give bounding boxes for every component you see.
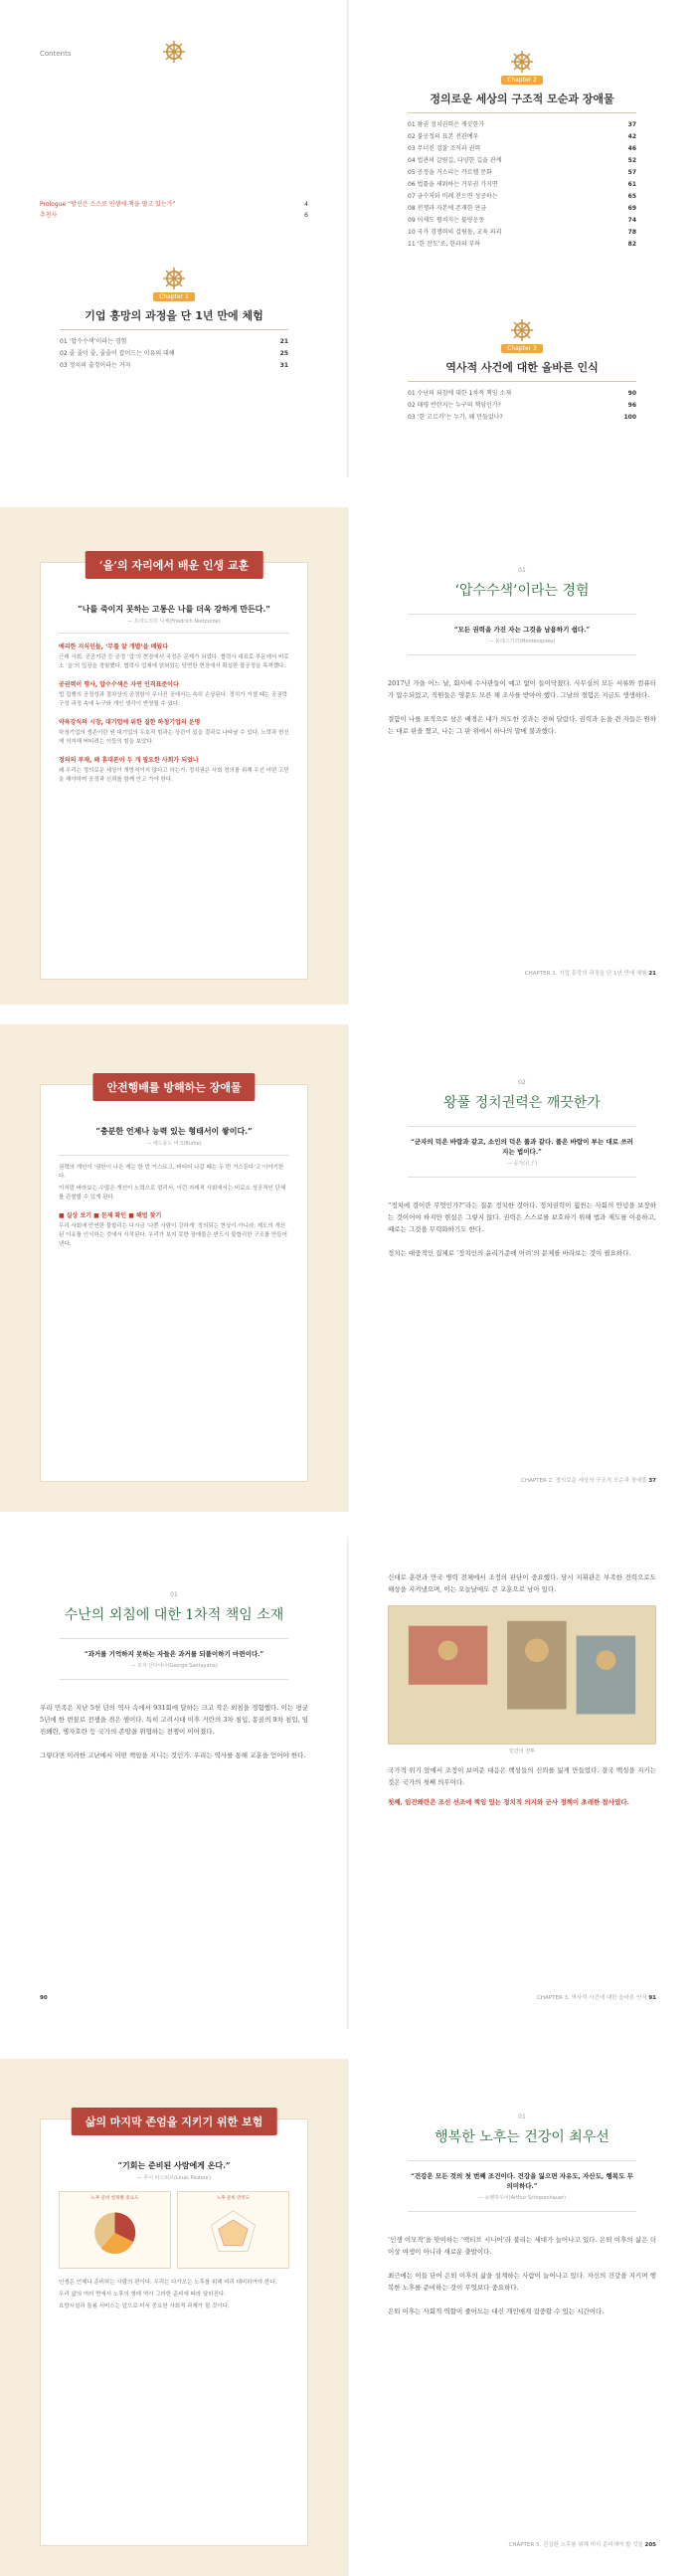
article-quote: “군자의 덕은 바람과 같고, 소인의 덕은 풀과 같다. 풀은 바람이 부는 대로 쓰러지는 법이다.”: [411, 1138, 633, 1156]
intro-text: 요양시설과 돌봄 서비스는 앞으로 더욱 중요한 사회적 과제가 될 것이다.: [59, 2303, 230, 2309]
section-text: 우리 사회에 만연한 불합리는 다시금 ‘나쁜 사람이 강하게’ 정의되는 현상이 아니라, 제도의 개선된 이유를 인식하는 것에서 시작된다. 우리가 보지 못한 장애물은 반드시 불합리한 구조를 만들어낸다.: [59, 1223, 287, 1247]
pie-chart: [60, 2201, 170, 2261]
radar-chart-figure: [177, 2191, 289, 2269]
article-quote-source: — 몽테스키외(Montesquieu): [488, 639, 556, 644]
toc-item-label: 02 불공정의 표본 전관예우: [408, 133, 479, 140]
page-footer: [508, 2540, 656, 2548]
lesson-box: [40, 559, 308, 980]
toc-item-label: 01 수난의 외침에 대한 1차적 책임 소재: [408, 390, 512, 397]
divider: [60, 329, 288, 330]
toc-item[interactable]: [60, 348, 288, 360]
toc-item-label: 04 법관의 갈림길, 다양한 길을 관계: [408, 157, 502, 164]
section-text: 법 집행의 공정성과 절차상의 공정함이 무너진 곳에서는 속히 손상된다. 정치가 거셀 때는 공권력 구성 과정 속에 누구와 개인 생각이 반영될 수 있다.: [59, 692, 287, 707]
article-number: 01: [170, 1591, 178, 1598]
toc-item[interactable]: [408, 203, 636, 215]
intro-text: 인생은 언제나 준비하는 사람의 편이다. 우리는 다가오는 노후를 위해 미리 대비하여야 한다.: [59, 2280, 277, 2286]
toc-item[interactable]: [408, 412, 636, 424]
radar-chart: [178, 2201, 288, 2261]
toc-header: Contents: [40, 50, 72, 58]
article-quote: “모든 권력을 가진 자는 그것을 남용하기 쉽다.”: [453, 626, 591, 634]
toc-item-page: 42: [627, 133, 636, 140]
intro-text: 권력의 개인이 ‘권한이 나온 게는 한 번 거스르고, 버티어 나갈 때는 두 번 거스른다’고 이야기한다.: [59, 1165, 284, 1180]
toc-item-page: 82: [627, 241, 636, 248]
footer-chapter: CHAPTER 1. 기업 흥망의 과정을 단 1년 만에 체험: [524, 971, 647, 977]
footer-chapter: CHAPTER 3. 역사적 사건에 대한 올바른 인식: [537, 1995, 647, 2001]
section-ribbon: 삶의 마지막 존엄을 지키기 위한 보험: [72, 2108, 277, 2135]
toc-item-label: 07 금수저와 비례 전으면 성공하는: [408, 193, 498, 200]
article: [388, 1571, 656, 1808]
article-quote-source: — 공자(孔子): [506, 1161, 538, 1167]
epigraph-source: — 에드뭉드 버크(Burke): [146, 1141, 202, 1147]
wheel-icon: [162, 267, 186, 290]
page-footer: [40, 1995, 48, 2001]
toc-item-page: 6: [304, 212, 308, 219]
toc-item-page: 46: [627, 145, 636, 152]
chart-row: [59, 2191, 289, 2269]
pie-chart-figure: [59, 2191, 171, 2269]
body-paragraph: 신대로 훈련과 만국 병력 전체에서 조정의 판단이 중요했다. 당시 지휘관은 부족한 전력으로도 해상을 지켜냈으며, 이는 오늘날에도 큰 교훈으로 남아 있다.: [388, 1573, 656, 1593]
article-quote-box: [408, 614, 636, 655]
toc-item-page: 4: [304, 201, 308, 208]
chapter-title: 기업 흥망의 과정을 단 1년 만에 체험: [85, 309, 263, 322]
article-quote-box: [60, 1638, 288, 1680]
spread-2: [0, 507, 696, 1005]
insurance-page: [0, 2059, 348, 2576]
toc-list: [408, 119, 636, 251]
toc-item[interactable]: [408, 119, 636, 131]
page-number: 205: [644, 2542, 656, 2548]
toc-item[interactable]: [408, 179, 636, 191]
toc-item-page: 25: [279, 350, 288, 357]
toc-item[interactable]: [408, 167, 636, 179]
page-footer: [525, 969, 656, 977]
article-title: 왕풀 정치권력은 깨끗한가: [443, 1095, 601, 1111]
spread-5: [0, 2059, 696, 2576]
toc-item-page: 31: [279, 362, 288, 369]
article-page: [0, 1537, 348, 2029]
footer-chapter: CHAPTER 5. 건강한 노후를 위해 미리 준비해야 할 것들: [508, 2542, 643, 2548]
article-number: 02: [518, 1079, 526, 1086]
chapter2-block: [408, 50, 636, 251]
toc-item[interactable]: [408, 227, 636, 239]
body-paragraph: 정치는 대중적인 집체로 ‘정치인의 윤리기준에 어려’의 문제를 바라보는 것이 필요하다.: [388, 1249, 631, 1257]
toc-item-label: 03 무너진 검찰 조직과 권력: [408, 145, 481, 152]
section-text: 근래 사회, 공공기관 등 공정 ‘업’의 현장에서 국정은 문제가 되었다. 협력사 대표로 부문에서 비로소 ‘을’의 입장을 경험했다. 협력사 업체에 얽혀있는 당면한 현장에서 확실한 불공정을 목격했다.: [59, 654, 289, 669]
article: [40, 1591, 308, 1761]
body-paragraph: 결함이 나를 표적으로 삼은 배경은 내가 의도한 것과는 전혀 달랐다. 권력과 돈을 쥔 자들은 원하는 대로 판을 짰고, 나는 그 판 위에서 하나의 말에 불과했다.: [388, 715, 656, 735]
toc-item-page: 37: [627, 121, 636, 128]
page-footer: [521, 1476, 656, 1484]
page-number: 91: [648, 1995, 656, 2001]
toc-item-page: 96: [627, 402, 636, 409]
toc-item-label: 추천사: [40, 212, 58, 219]
chapter3-block: [408, 318, 636, 424]
toc-item-label: 03 정치의 출정이라는 거지: [60, 362, 131, 369]
toc-item[interactable]: [40, 210, 308, 221]
body-paragraph: 국가적 위기 앞에서 조정이 보여준 대응은 백성들의 신뢰를 잃게 만들었다. 결국 백성을 지키는 것은 국가의 첫째 의무이다.: [388, 1766, 656, 1786]
article-quote-box: [408, 1126, 636, 1178]
article-page: [348, 1537, 696, 2029]
footer-chapter: CHAPTER 2. 정의로운 세상의 구조적 모순과 장애물: [521, 1478, 647, 1484]
body-paragraph: 그렇다면 이러한 고난에서 어떤 책임을 지니는 것인가. 우리는 역사를 통해 교훈을 얻어야 한다.: [40, 1751, 306, 1759]
body-paragraph: “정치에 검이란 무엇인가?”라는 질문 정치한 것이다. 정치권력이 훨씬는 사회의 안녕을 보장하는 것이어야 하지만 현실은 그렇지 않다. 권력은 스스로를 보호하기 위해 법과 제도를 이용하고, 때로는 그것을 무력화하기도 한다.: [388, 1201, 656, 1233]
toc-spread: [0, 0, 696, 477]
toc-item-label: 03 ‘한 고르키’는 누가, 왜 만들었나?: [408, 414, 503, 421]
highlight-text: 첫째, 임진왜란은 조선 선조에 책임 있는 정치적 의지와 군사 정책이 초래한 참사였다.: [388, 1798, 629, 1806]
article-page: [348, 507, 696, 1005]
article-quote: “건강은 모든 것의 첫 번째 조건이다. 건강을 잃으면 자유도, 자산도, 행복도 무의미하다.”: [411, 2172, 633, 2190]
toc-item-label: 09 어제도 펼쳐지는 불량운동: [408, 217, 485, 224]
toc-item-page: 61: [627, 181, 636, 188]
epigraph-source: — 프리드리히 니체(Friedrich Nietzsche): [127, 619, 221, 625]
article-quote-box: [408, 2160, 636, 2212]
toc-item[interactable]: [408, 239, 636, 251]
toc-item[interactable]: [408, 155, 636, 167]
body-paragraph: 최근에는 이들 단어 은퇴 이후의 삶을 설계하는 사람이 늘어나고 있다. 자신의 건강을 지키며 행복한 노후를 준비하는 것이 무엇보다 중요하다.: [388, 2272, 656, 2292]
intro-text: 이처럼 바라보는 수많은 개선이 노력으로 멀리서, 이런 지레적 사회에서는 비로소 성공적인 단체를 관찰할 수 있게 된다.: [59, 1186, 286, 1200]
toc-item-page: 74: [627, 217, 636, 224]
article: [388, 1079, 656, 1259]
divider: [59, 633, 289, 634]
toc-item-page: 69: [627, 205, 636, 212]
toc-item-page: 65: [627, 193, 636, 200]
body-paragraph: 2017년 가을 어느 날, 회사에 수사관들이 예고 없이 들이닥쳤다. 사무실의 모든 서류와 컴퓨터가 압수되었고, 직원들은 영문도 모른 채 조사를 받아야 했다. 그날의 경험은 지금도 생생하다.: [388, 679, 656, 699]
chart-title: 노후 준비 항목별 중요도: [90, 2196, 139, 2201]
epigraph-quote: “충분한 언제나 능력 있는 형태서이 쌓이다.”: [95, 1126, 253, 1136]
toc-item-label: 11 ‘한 잔도’로, 한과의 부하: [408, 241, 481, 248]
body-paragraph: ‘인생 이모작’을 맞이하는 ‘액티브 시니어’라 불리는 세대가 늘어나고 있다. 은퇴 이후의 삶은 더 이상 여생이 아니라 새로운 출발이다.: [388, 2236, 656, 2256]
chapter1-block: [60, 267, 288, 372]
wheel-icon: [162, 40, 186, 66]
toc-item[interactable]: [408, 191, 636, 203]
intro-text: 우리 삶의 여러 면에서 노후의 형태 역시 그러한 준비에 따라 달라진다.: [59, 2292, 226, 2298]
toc-item[interactable]: [60, 360, 288, 372]
toc-list: [408, 388, 636, 424]
body-paragraph: 은퇴 이후는 사회적 역할이 줄어드는 대신 개인에게 집중할 수 있는 시간이다.: [388, 2307, 605, 2315]
divider: [408, 381, 636, 382]
section-ribbon: 안전행배를 방해하는 장애물: [92, 1073, 255, 1101]
toc-item-label: 05 공정을 거스리는 카르텔 문화: [408, 169, 492, 176]
chapter-label: Chapter 3: [501, 344, 543, 353]
article-title: 행복한 노후는 건강이 최우선: [435, 2129, 609, 2145]
wheel-icon: [510, 50, 534, 74]
section-text: 하청기업의 생존이란 원 대기업의 우호적 힘과는 상관이 있을 결과로 나타날 수 있다. 노력과 헌신에 의지해 버티려는 이들의 힘을 보았다.: [59, 730, 289, 745]
toc-item-label: 01 ‘압수수색’이라는 경험: [60, 338, 127, 345]
article-title: 수난의 외침에 대한 1차적 책임 소재: [64, 1607, 284, 1623]
toc-item-page: 90: [627, 390, 636, 397]
toc-item-page: 78: [627, 229, 636, 236]
toc-item[interactable]: [408, 131, 636, 143]
toc-item[interactable]: [408, 388, 636, 400]
toc-item[interactable]: [408, 215, 636, 227]
section-subtitle: ■ 실상 보기 ■ 문제 확인 ■ 해법 찾기: [59, 1212, 162, 1219]
toc-list: [60, 336, 288, 372]
obstacle-box: [40, 1081, 308, 1482]
toc-item[interactable]: [60, 336, 288, 348]
spread-3: [0, 1024, 696, 1512]
chapter-label: Chapter 2: [501, 76, 543, 85]
epigraph-source: — 루이 파스퇴르(Louis Pasteur): [136, 2175, 212, 2181]
toc-right-page: [348, 0, 696, 477]
article-page: [348, 2059, 696, 2576]
obstacle-page: [0, 1024, 348, 1512]
page-number: 90: [40, 1995, 48, 2001]
divider: [59, 1155, 289, 1156]
body-paragraph: 우리 민족은 지난 5천 년의 역사 속에서 931회에 달하는 크고 작은 외침을 경험했다. 이는 평균 5년에 한 번꼴로 전쟁을 겪은 셈이다. 특히 고려시대 이후 거란의 3차 침입, 몽골의 9차 침입, 임진왜란, 병자호란 등 국가의 존망을 위협하는 전쟁이 이어졌다.: [40, 1704, 308, 1736]
toc-item-page: 21: [279, 338, 288, 345]
section-subtitle: 약육강식의 시장, 대기업에 위한 질한 하청기업의 운명: [59, 719, 201, 726]
lesson-page: [0, 507, 348, 1005]
spread-4: [0, 1537, 696, 2029]
article: [388, 2114, 656, 2317]
toc-item-label: 02 태평 반란지는 누구의 책임인가?: [408, 402, 501, 409]
body-paragraph-highlight: [388, 1796, 656, 1808]
article-quote-source: — 쇼펜하우어(Arthur Schopenhauer): [477, 2195, 567, 2201]
article: [388, 567, 656, 737]
epigraph-quote: “나를 죽이지 못하는 고통은 나를 더욱 강하게 만든다.”: [78, 604, 270, 614]
page-number: 37: [648, 1478, 656, 1484]
wheel-icon: [510, 318, 534, 342]
article-number: 01: [518, 567, 526, 574]
section-subtitle: 정의의 부재, 왜 휴대폰이 두 개 필요한 사회가 되었나: [59, 757, 199, 764]
toc-item-label: Prologue “방선은 스스로 인생에 책을 펼고 있는가”: [40, 201, 176, 208]
toc-left-page: [0, 0, 348, 477]
article-quote-source: — 조지 산타야나(George Santayana): [130, 1663, 218, 1669]
toc-item-label: 08 전쟁과 자본에 존재한 연금: [408, 205, 487, 212]
toc-item-label: 06 법률을 세워하는 거부권 가지면: [408, 181, 498, 188]
page-number: 21: [648, 971, 656, 977]
toc-item-page: 100: [623, 414, 636, 421]
article-title: ‘압수수색’이라는 경험: [454, 583, 590, 599]
toc-item[interactable]: [408, 400, 636, 412]
page-footer: [537, 1993, 656, 2001]
chapter-title: 정의로운 세상의 구조적 모순과 장애물: [430, 92, 614, 105]
chapter-title: 역사적 사건에 대한 올바른 인식: [445, 361, 599, 374]
section-subtitle: 예리한 지식인들, ‘무릎 앞 개별’을 배웠다: [59, 644, 169, 650]
section-text: 왜 우리는 정의로운 세상이 개방적이지 않다고 하는가. 정치권은 사회 정의를 위해 우선 어떤 고민을 해야하며 공정과 신뢰를 함께 안고 가야 한다.: [59, 768, 289, 783]
section-ribbon: ‘을’의 자리에서 배운 인생 교훈: [86, 551, 263, 579]
article-quote: “과거를 기억하지 못하는 자들은 과거를 되풀이하기 마련이다.”: [84, 1650, 264, 1658]
image-caption: 민간의 전투: [509, 1748, 535, 1754]
epigraph-quote: “기회는 준비된 사람에게 온다.”: [117, 2160, 231, 2170]
section-subtitle: 공권력이 행사, 압수수색은 자연 인격표준이다: [59, 681, 179, 688]
battle-illustration: [388, 1605, 656, 1745]
toc-prologue: [40, 199, 308, 221]
toc-item[interactable]: [40, 199, 308, 210]
toc-item-label: 02 줄 줄이 줄, 줄줄이 잡이드는 이유의 대해: [60, 350, 175, 357]
chart-title: 노후 준비 만족도: [216, 2196, 251, 2201]
toc-item-label: 10 국가 경쟁력의 걸림돌, 교육 파괴: [408, 229, 502, 236]
article-number: 01: [518, 2114, 526, 2120]
article-page: [348, 1024, 696, 1512]
divider: [408, 112, 636, 113]
toc-item-label: 01 왕권 정치권력은 깨끗한가: [408, 121, 485, 128]
chapter-label: Chapter 1: [153, 292, 195, 301]
toc-item-page: 52: [627, 157, 636, 164]
toc-item[interactable]: [408, 143, 636, 155]
insurance-box: [40, 2118, 308, 2546]
toc-item-page: 57: [627, 169, 636, 176]
